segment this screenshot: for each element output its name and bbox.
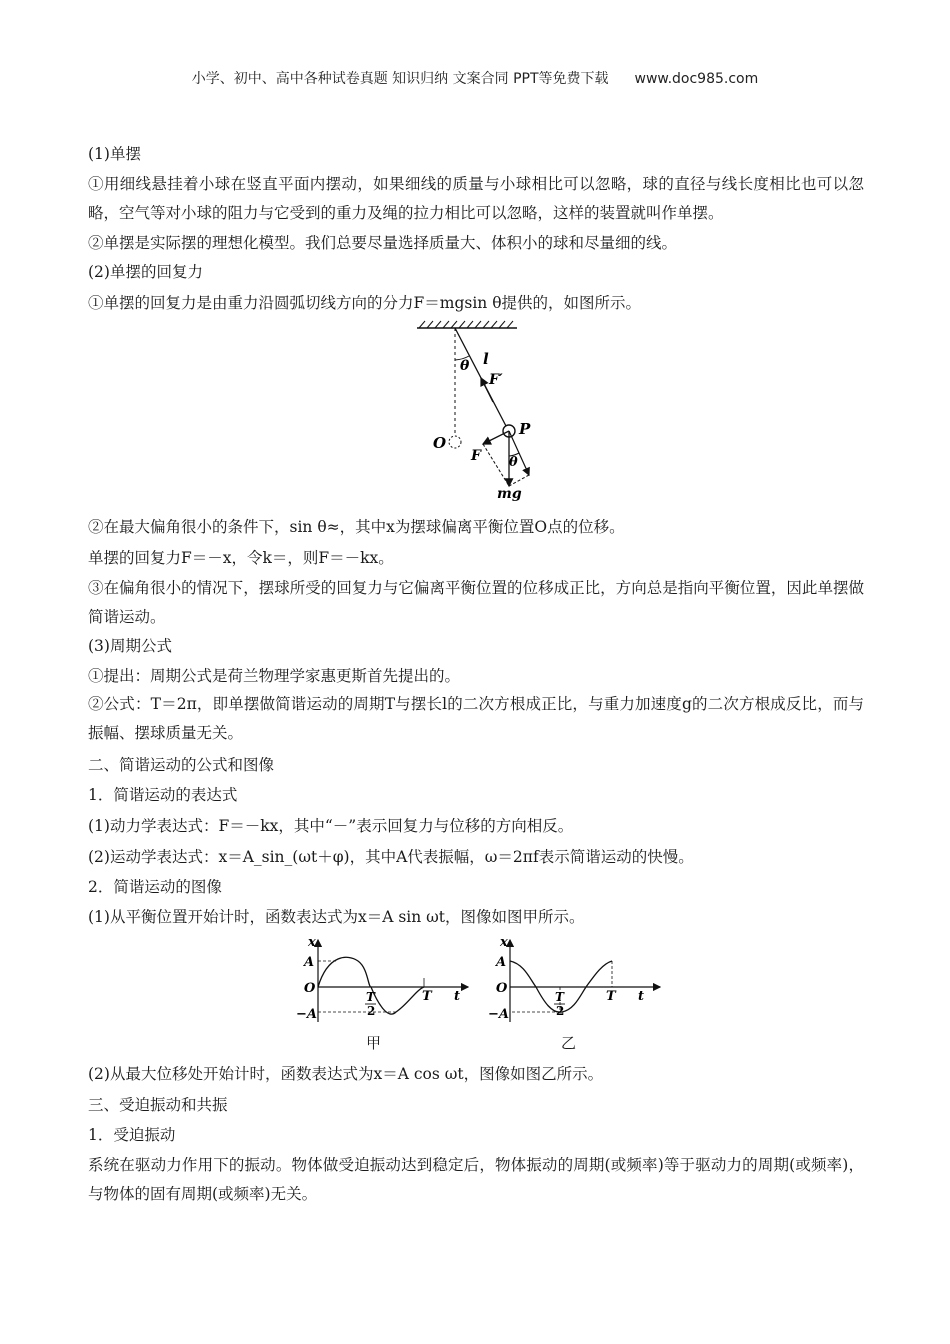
paragraph-ideal-model: ②单摆是实际摆的理想化模型。我们总要尽量选择质量大、体积小的球和尽量细的线。 bbox=[88, 234, 678, 252]
label-theta-top: θ bbox=[460, 358, 470, 374]
label-mg: mg bbox=[497, 486, 522, 502]
graph-jia-label-t: t bbox=[454, 989, 461, 1004]
label-F: F bbox=[471, 448, 481, 464]
graph-jia-label-T: T bbox=[422, 989, 432, 1004]
graph-yi bbox=[484, 934, 666, 1026]
paragraph-kinematic-expression: (2)运动学表达式：x＝A_sin_(ωt＋φ)，其中A代表振幅，ω＝2πf表示简谐运动的快慢。 bbox=[88, 848, 694, 866]
ceiling-support bbox=[417, 321, 517, 328]
graph-jia-label-T2-num: T bbox=[366, 990, 375, 1004]
graph-jia-label-negA: −A bbox=[296, 1007, 317, 1022]
heading-forced-vibration: 1．受迫振动 bbox=[88, 1126, 176, 1144]
label-l: l bbox=[483, 350, 489, 368]
paragraph-period-formula: ②公式：T＝2π，即单摆做简谐运动的周期T与摆长l的二次方根成正比，与重力加速度g的二次方根成反比，而与振幅、摆球质量无关。 bbox=[88, 695, 864, 742]
caption-yi: 乙 bbox=[561, 1034, 577, 1052]
paragraph-cosine-graph: (2)从最大位移处开始计时，函数表达式为x＝A cos ωt，图像如图乙所示。 bbox=[88, 1065, 604, 1083]
equilibrium-ball bbox=[449, 436, 461, 448]
parallelogram-dashed-1 bbox=[483, 444, 509, 486]
paragraph-shm-conclusion: ③在偏角很小的情况下，摆球所受的回复力与它偏离平衡位置的位移成正比，方向总是指向平衡位置，因此单摆做简谐运动。 bbox=[88, 579, 864, 626]
caption-jia: 甲 bbox=[366, 1034, 382, 1052]
heading-period-formula: (3)周期公式 bbox=[88, 637, 172, 655]
header-text: 小学、初中、高中各种试卷真题 知识归纳 文案合同 PPT等免费下载 bbox=[191, 71, 609, 87]
label-P: P bbox=[519, 420, 531, 438]
restoring-force-arrow bbox=[483, 431, 509, 444]
graph-yi-label-t: t bbox=[638, 989, 645, 1004]
section-heading-3: 三、受迫振动和共振 bbox=[88, 1096, 228, 1114]
paragraph-dynamic-expression: (1)动力学表达式：F＝－kx，其中“－”表示回复力与位移的方向相反。 bbox=[88, 817, 574, 835]
graph-jia bbox=[292, 934, 474, 1026]
graph-yi-label-x: x bbox=[500, 935, 508, 950]
graph-jia-label-x: x bbox=[308, 935, 316, 950]
heading-restoring-force: (2)单摆的回复力 bbox=[88, 263, 203, 281]
section-heading-2: 二、简谐运动的公式和图像 bbox=[88, 756, 275, 774]
graph-yi-label-T2-num: T bbox=[555, 990, 564, 1004]
label-O: O bbox=[433, 434, 447, 452]
graph-yi-label-T: T bbox=[606, 989, 616, 1004]
paragraph-restoring-source: ①单摆的回复力是由重力沿圆弧切线方向的分力F＝mgsin θ提供的，如图所示。 bbox=[88, 294, 642, 312]
label-F-prime: F′ bbox=[489, 372, 503, 388]
paragraph-forced-vibration: 系统在驱动力作用下的振动。物体做受迫振动达到稳定后，物体振动的周期(或频率)等于驱动力的周期(或频率)，与物体的固有周期(或频率)无关。 bbox=[88, 1156, 864, 1203]
paragraph-definition: ①用细线悬挂着小球在竖直平面内摆动，如果细线的质量与小球相比可以忽略，球的直径与线长度相比也可以忽略，空气等对小球的阻力与它受到的重力及绳的拉力相比可以忽略，这样的装置就叫作单摆。 bbox=[88, 175, 864, 222]
paragraph-huygens: ①提出：周期公式是荷兰物理学家惠更斯首先提出的。 bbox=[88, 667, 461, 685]
graph-jia-label-A: A bbox=[304, 955, 315, 970]
graph-yi-label-O: O bbox=[496, 981, 508, 996]
heading-graphs: 2．简谐运动的图像 bbox=[88, 878, 222, 896]
heading-simple-pendulum: (1)单摆 bbox=[88, 145, 141, 163]
graph-yi-label-A: A bbox=[496, 955, 507, 970]
heading-expressions: 1．简谐运动的表达式 bbox=[88, 786, 238, 804]
pendulum-diagram bbox=[405, 318, 555, 504]
graph-yi-label-T2-den: 2 bbox=[556, 1004, 565, 1018]
header-url[interactable]: www.doc985.com bbox=[634, 71, 759, 87]
graph-jia-label-T2-den: 2 bbox=[367, 1004, 376, 1018]
label-theta-bottom: θ bbox=[509, 455, 518, 470]
paragraph-sine-graph: (1)从平衡位置开始计时，函数表达式为x＝A sin ωt，图像如图甲所示。 bbox=[88, 908, 585, 926]
paragraph-restoring-formula: 单摆的回复力F＝－x，令k＝，则F＝－kx。 bbox=[88, 549, 394, 567]
graph-yi-label-negA: −A bbox=[488, 1007, 509, 1022]
page-header bbox=[0, 68, 950, 88]
graph-jia-label-O: O bbox=[304, 981, 316, 996]
parallelogram-dashed-2 bbox=[509, 475, 529, 486]
paragraph-small-angle: ②在最大偏角很小的条件下，sin θ≈，其中x为摆球偏离平衡位置O点的位移。 bbox=[88, 518, 625, 536]
